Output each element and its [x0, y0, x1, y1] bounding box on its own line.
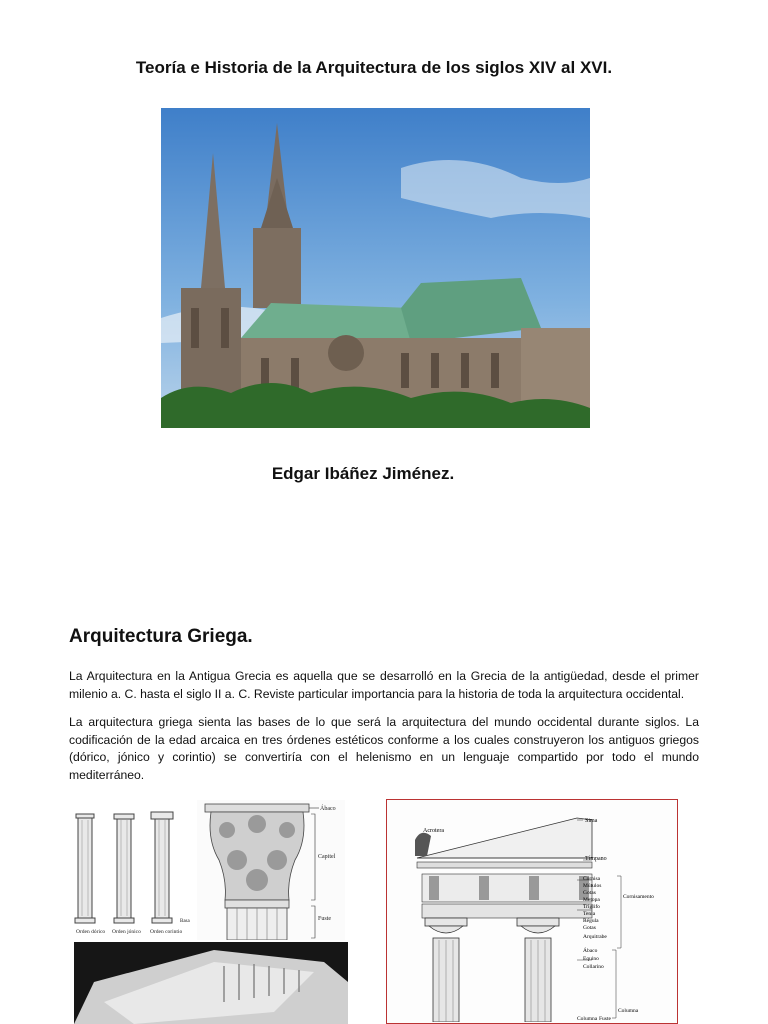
document-title: Teoría e Historia de la Arquitectura de los siglos XIV al XVI.	[135, 58, 613, 77]
temple-label: Metopa	[583, 897, 600, 903]
temple-label: Cornisa	[583, 876, 601, 882]
temple-model-photo	[74, 942, 348, 1024]
temple-label: Sima	[585, 818, 598, 824]
temple-label: Acrotera	[423, 828, 444, 834]
temple-label: Collarino	[583, 964, 604, 970]
author-name: Edgar Ibáñez Jiménez.	[271, 464, 455, 483]
temple-label: Mútulos	[583, 883, 602, 889]
orders-columns-figure	[68, 806, 194, 940]
order-label: Orden dórico	[76, 929, 106, 935]
cathedral-photo	[161, 108, 590, 428]
temple-label: Columna	[577, 1016, 598, 1022]
temple-label: Tenia	[583, 911, 596, 917]
temple-label: Gotas	[583, 925, 596, 931]
temple-group-label: Cornisamento	[623, 894, 654, 900]
order-label: Orden corintio	[150, 929, 183, 935]
section-heading: Arquitectura Griega.	[69, 626, 253, 647]
capital-label: Capitel	[318, 854, 336, 860]
paragraph: La arquitectura griega sienta las bases de lo que será la arquitectura del mundo occidental durante siglos. La codificación de la edad arcaica en tres órdenes estéticos conforme a los cuales construyeron los antiguos griegos (dórico, jónico y corintio) se convertiría con el helenismo en un lenguaje compartido por todo el mundo mediterráneo.	[69, 715, 699, 782]
corinthian-capital-figure	[197, 800, 345, 940]
temple-label: Gotas	[583, 890, 596, 896]
paragraph: La Arquitectura en la Antigua Grecia es aquella que se desarrolló en la Grecia de la antigüedad, desde el primer milenio a. C. hasta el siglo II a. C. Reviste particular importancia para la historia de toda la arquitectura occidental.	[69, 669, 699, 701]
cathedral-image	[161, 108, 590, 428]
temple-label: Tímpano	[585, 856, 607, 862]
temple-label: Fuste	[599, 1016, 611, 1022]
temple-label: Régula	[583, 918, 599, 924]
doric-temple-elevation	[386, 799, 678, 1024]
temple-label: Arquitrabe	[583, 934, 607, 940]
temple-label: Ábaco	[583, 948, 598, 954]
capital-label: Fuste	[318, 916, 332, 922]
order-label: Orden jónico	[112, 929, 141, 935]
base-label: Basa	[180, 919, 190, 924]
temple-label: Equino	[583, 956, 599, 962]
temple-group-label: Columna	[618, 1008, 639, 1014]
temple-label: Triglifo	[583, 904, 600, 910]
capital-label: Ábaco	[320, 806, 336, 812]
